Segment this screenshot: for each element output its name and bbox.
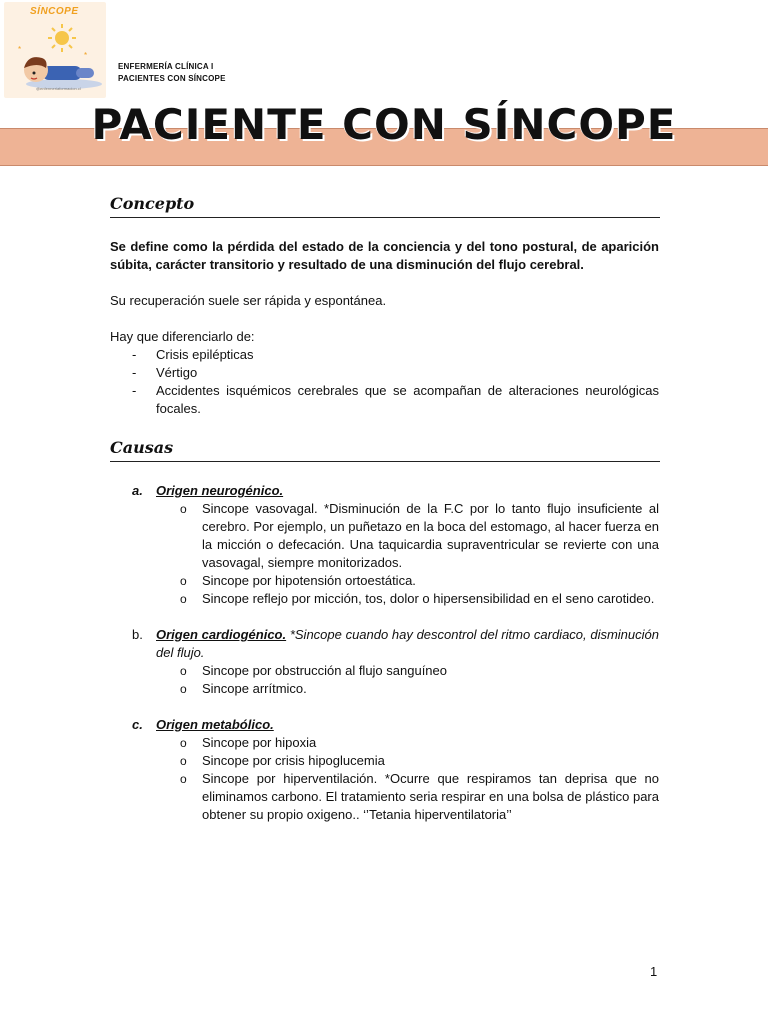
concepto-recovery: Su recuperación suele ser rápida y espontánea.	[110, 293, 387, 308]
cause-group-metabolic	[110, 716, 659, 734]
svg-text:*: *	[18, 45, 22, 54]
list-item: o Sincope por obstrucción al flujo sanguíneo	[180, 663, 447, 678]
header-line-course: ENFERMERÍA CLÍNICA I	[118, 62, 214, 71]
cause-group-neurogenic	[110, 482, 659, 500]
cause-title: Origen metabólico.	[156, 717, 274, 732]
cause-letter: c.	[132, 717, 143, 732]
circle-bullet: o	[180, 754, 187, 768]
circle-bullet: o	[180, 664, 187, 678]
cause-items-metabolic	[110, 734, 659, 824]
dash-bullet: -	[132, 365, 137, 380]
circle-bullet: o	[180, 772, 187, 786]
list-item: o Sincope por hipotensión ortoestática.	[180, 573, 416, 588]
list-item: o Sincope por hipoxia	[180, 735, 317, 750]
differential-list	[110, 346, 659, 418]
list-item: o Sincope arrítmico.	[180, 681, 307, 696]
header-line-topic: PACIENTES CON SÍNCOPE	[118, 74, 226, 83]
cause-letter: a.	[132, 483, 143, 498]
list-item: o Sincope vasovagal. *Disminución de la F.C por lo tanto flujo insuficiente al cerebro. Por ejemplo, un puñetazo en la boca del estomago, al hacer fuerza en la micción o defecación. Una taquicardia supraventricular se revierte con una vasovagal, siempre monitorizados.	[180, 501, 659, 570]
section-heading-concepto: Concepto	[110, 194, 660, 218]
page-number: 1	[650, 964, 658, 979]
logo-title: SÍNCOPE	[30, 6, 79, 17]
circle-bullet: o	[180, 574, 187, 588]
concepto-diff-intro: Hay que diferenciarlo de:	[110, 329, 255, 344]
cause-letter: b.	[132, 627, 143, 642]
logo	[4, 2, 106, 98]
section-heading-causas: Causas	[110, 438, 660, 462]
list-item: - Vértigo	[132, 365, 198, 380]
svg-text:*: *	[84, 51, 88, 60]
cause-items-neurogenic	[110, 500, 659, 608]
logo-credit: @enfermeriaformacion.cl	[36, 86, 81, 91]
list-item: o Sincope por crisis hipoglucemia	[180, 753, 385, 768]
cause-title: Origen cardiogénico.	[156, 627, 287, 642]
list-item: - Accidentes isquémicos cerebrales que se acompañan de alteraciones neurológicas focales.	[132, 383, 659, 416]
causas-body	[110, 482, 659, 824]
dash-bullet: -	[132, 383, 137, 398]
page-title: PACIENTE CON SÍNCOPE	[91, 100, 677, 149]
cause-title: Origen neurogénico.	[156, 483, 284, 498]
list-item: o Sincope por hiperventilación. *Ocurre que respiramos tan deprisa que no eliminamos carbono. El tratamiento seria respirar en una bolsa de plástico para obtener su propio oxigeno.. ‘’Tetania hiperventilatoria’’	[180, 771, 659, 822]
concepto-body	[110, 238, 659, 418]
circle-bullet: o	[180, 736, 187, 750]
cause-note: *Sincope cuando hay descontrol del ritmo cardiaco, disminución del flujo.	[156, 627, 659, 660]
circle-bullet: o	[180, 502, 187, 516]
cause-items-cardiogenic	[110, 662, 659, 698]
list-item: - Crisis epilépticas	[132, 347, 254, 362]
cause-group-cardiogenic	[110, 626, 659, 662]
concepto-definition: Se define como la pérdida del estado de la conciencia y del tono postural, de aparición súbita, carácter transitorio y resultado de una disminución del flujo cerebral.	[110, 239, 659, 272]
document-header	[118, 61, 226, 85]
list-item: o Sincope reflejo por micción, tos, dolor o hipersensibilidad en el seno carotideo.	[180, 591, 655, 606]
dash-bullet: -	[132, 347, 137, 362]
circle-bullet: o	[180, 592, 187, 606]
circle-bullet: o	[180, 682, 187, 696]
